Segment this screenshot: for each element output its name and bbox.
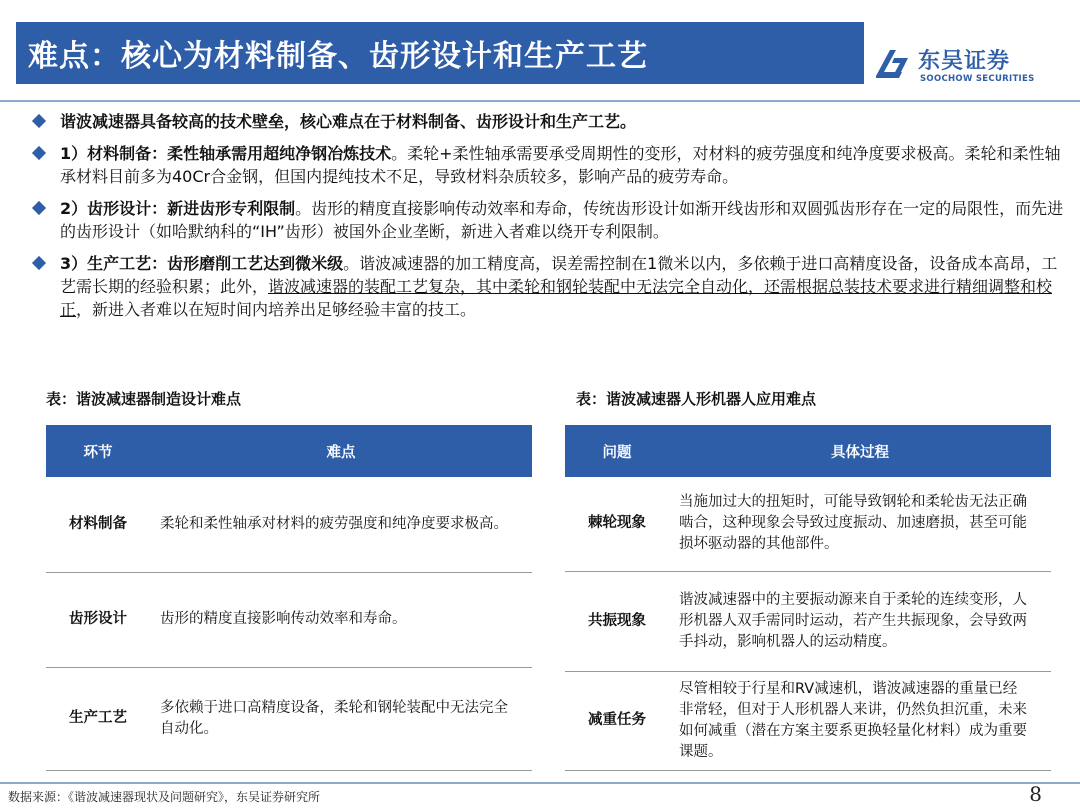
logo-mark-icon [872,46,912,82]
logo-text-en: SOOCHOW SECURITIES [920,74,1035,84]
bullet-bold: 3）生产工艺：齿形磨削工艺达到微米级 [60,254,344,273]
bullet-item [28,110,1068,133]
table-key-cell: 减重任务 [565,671,669,770]
bullet-text: 。柔轮+柔性轴承需要承受周期性的变形，对材料的疲劳强度和纯净度要求极高。柔轮和柔性轴承材料目前多为40Cr合金钢，但国内提纯技术不足，导致材料杂质较多，影响产品的疲劳寿命。 [60,144,1061,186]
page-title: 难点：核心为材料制备、齿形设计和生产工艺 [28,39,648,74]
table-key-cell: 材料制备 [46,477,150,572]
table-row [46,477,532,572]
table-header-cell: 问题 [565,425,669,477]
footer-divider [0,782,1080,784]
table-value-cell: 齿形的精度直接影响传动效率和寿命。 [150,572,532,667]
bullet-bold: 谐波减速器具备较高的技术壁垒，核心难点在于材料制备、齿形设计和生产工艺。 [60,112,637,131]
table-row [565,477,1051,571]
table-header-row [565,425,1051,477]
bullet-text: 。齿形的精度直接影响传动效率和寿命，传统齿形设计如渐开线齿形和双圆弧齿形存在一定的局限性，而先进的齿形设计（如哈默纳科的“IH”齿形）被国外企业垄断，新进入者难以绕开专利限制。 [60,199,1064,241]
table-value-cell: 多依赖于进口高精度设备，柔轮和钢轮装配中无法完全自动化。 [150,667,532,770]
table-header-row [46,425,532,477]
humanoid-application-difficulty-table [565,425,1051,771]
bullet-bold: 1）材料制备：柔性轴承需用超纯净钢冶炼技术 [60,144,392,163]
right-table-caption: 表：谐波减速器人形机器人应用难点 [576,390,817,408]
bullet-text: 。谐波减速器的加工精度高，误差需控制在1微米以内，多依赖于进口高精度设备，设备成本高昂，工艺需长期的经验积累；此外， [60,254,1058,296]
table-key-cell: 齿形设计 [46,572,150,667]
logo-text-cn: 东吴证券 [918,49,1011,74]
bullet-item [28,252,1068,321]
diamond-bullet-icon [32,146,46,160]
diamond-bullet-icon [32,256,46,270]
title-bar [16,22,864,84]
manufacturing-difficulty-table [46,425,532,771]
table-header-cell: 具体过程 [669,425,1051,477]
diamond-bullet-icon [32,114,46,128]
bullet-text: ，新进入者难以在短时间内培养出足够经验丰富的技工。 [76,300,477,319]
table-key-cell: 共振现象 [565,571,669,671]
company-logo [872,40,1062,90]
bullet-item [28,197,1068,243]
left-table-caption: 表：谐波减速器制造设计难点 [46,390,242,408]
table-row [565,571,1051,671]
table-key-cell: 棘轮现象 [565,477,669,571]
table-row [565,671,1051,770]
table-header-cell: 难点 [150,425,532,477]
bullet-bold: 2）齿形设计：新进齿形专利限制 [60,199,296,218]
table-value-cell: 尽管相较于行星和RV减速机，谐波减速器的重量已经非常轻，但对于人形机器人来讲，仍然负担沉重，未来如何减重（潜在方案主要系更换轻量化材料）成为重要课题。 [669,671,1051,770]
data-source-note: 数据来源：《谐波减速器现状及问题研究》，东吴证券研究所 [8,790,321,804]
page-number: 8 [1029,782,1042,806]
table-value-cell: 谐波减速器中的主要振动源来自于柔轮的连续变形，人形机器人双手需同时运动，若产生共振现象，会导致两手抖动，影响机器人的运动精度。 [669,571,1051,671]
table-key-cell: 生产工艺 [46,667,150,770]
table-row [46,572,532,667]
header-divider [0,100,1080,102]
bullet-underlined-text: 谐波减速器的装配工艺复杂，其中柔轮和钢轮装配中无法完全自动化，还需根据总装技术要求进行精细调整和校正 [60,277,1053,319]
table-header-cell: 环节 [46,425,150,477]
bullet-list [28,110,1068,330]
diamond-bullet-icon [32,201,46,215]
table-value-cell: 当施加过大的扭矩时，可能导致钢轮和柔轮齿无法正确啮合，这种现象会导致过度振动、加速磨损，甚至可能损坏驱动器的其他部件。 [669,477,1051,571]
bullet-item [28,142,1068,188]
table-row [46,667,532,770]
table-value-cell: 柔轮和柔性轴承对材料的疲劳强度和纯净度要求极高。 [150,477,532,572]
